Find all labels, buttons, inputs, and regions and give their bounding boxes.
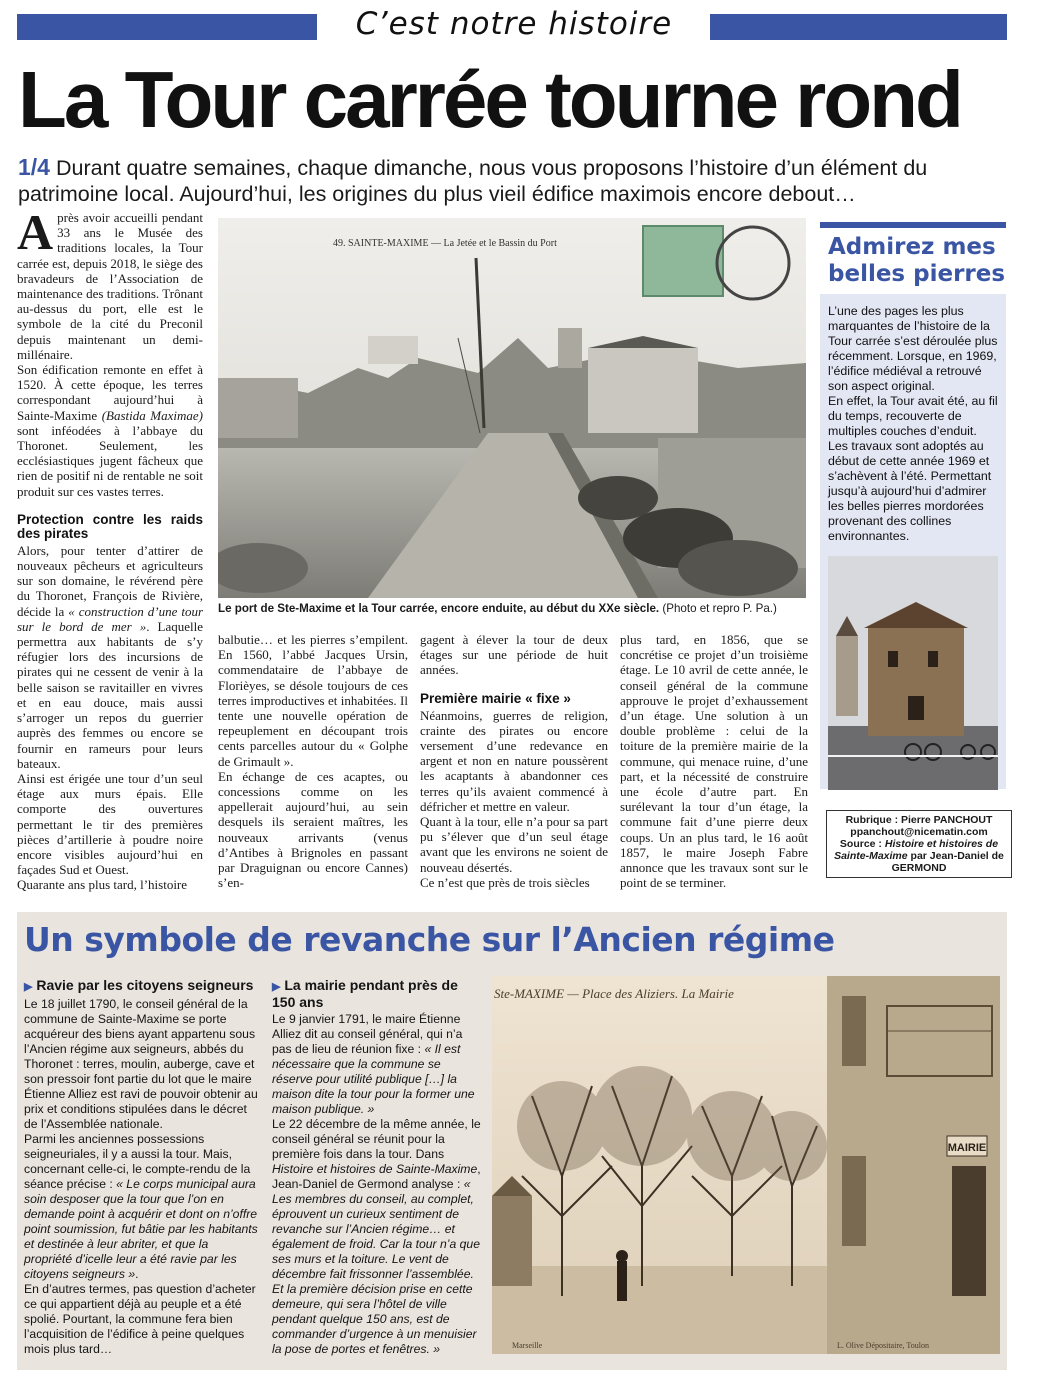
photo-caption: Le port de Ste-Maxime et la Tour carrée, encore enduite, au début du XXe siècle. (Photo et repro P. Pa.) <box>218 602 777 615</box>
article-column-2 <box>218 632 408 890</box>
sidebar-rule <box>820 222 1006 228</box>
paragraph: balbutie… et les pierres s’empilent. En 1560, l’abbé Jacques Ursin, commendataire de l’abbaye de Florièyes, se désole toujours de ces terres improductives et inhabitées. Il tente une nouvelle opération de repeuplement en découpant trois cents parcelles autour du « Golphe de Grimault ». <box>218 632 408 769</box>
paragraph: Le 18 juillet 1790, le conseil général de la commune de Sainte-Maxime se porte acquéreur des biens ayant appartenu sous l’Ancien régime aux seigneurs, abbés du Thoronet : terres, moulin, auberge, cave et son pressoir font partie du lot que le maire Étienne Alliez est ravi de pouvoir obtenir au prix et conditions stipulées dans le décret de l’Assemblée nationale. <box>24 997 258 1131</box>
section-kicker: C’est notre histoire <box>355 6 673 42</box>
paragraph: Son édification remonte en effet à 1520. À cette époque, les terres correspondant aujourd’hui à Sainte-Maxime (Bastida Maximae) sont inféodées à l’abbaye du Thoronet. Seulement, les ecclésiastiques jugent fâcheux que rien de positif ni de rentable ne soit produit sur ces vastes terres. <box>17 362 203 499</box>
triangle-icon: ▶ <box>272 981 281 993</box>
mairie-photo <box>492 976 1000 1354</box>
article-column-1 <box>17 204 203 893</box>
headline: La Tour carrée tourne rond <box>18 55 961 144</box>
section-column-2 <box>272 978 484 1357</box>
section-title: Un symbole de revanche sur l’Ancien régime <box>24 920 835 959</box>
drop-cap: A <box>17 204 54 260</box>
paragraph: Néanmoins, guerres de religion, crainte des pirates ou encore versement d’une redevance en argent et non en nature poussèrent les acaptants à abandonner ces terres qu’ils avaient commencé à défricher et mettre en valeur. <box>420 707 608 814</box>
photo-credit: (Photo et repro P. Pa.) <box>662 602 777 615</box>
sidebar <box>820 222 1006 884</box>
paragraph: Alors, pour tenter d’attirer de nouveaux pêcheurs et agriculteurs sur son domaine, le révérend père du Thoronet, François de Rivière, décide la « construction d’une tour sur le bord de mer ». Laquelle permettra aux habitants de s’y réfugier lors des incursions de pirates qui ne cessent de venir à la belle saison se ravitailler en vivres et en eau douce, mais aussi s’arroger un repos du guerrier auprès des femmes ou encore se fournir en rameurs pour leurs bateaux. <box>17 542 203 771</box>
paragraph: Ainsi est érigée une tour d’un seul étage aux murs épais. Elle comporte des ouvertures permettant le tir des premières pièces d’artillerie à poudre noire encore visibles aujourd’hui en façades Sud et Ouest. <box>17 770 203 878</box>
paragraph: gagent à élever la tour de deux étages sur une période de huit années. <box>420 632 608 678</box>
postcard-footer-left: Marseille <box>512 1341 543 1350</box>
mairie-sign: MAIRIE <box>947 1142 987 1154</box>
paragraph: En échange de ces acaptes, ou concessions comme on les appellerait aujourd’hui, au sein desquels ils seraient maîtres, les nouveaux arrivants (venus d’Antibes à Brignoles en passant par Draguignan ou encore Cannes) s’en- <box>218 768 408 891</box>
article-column-3 <box>420 632 608 890</box>
sidebar-text: L’une des pages les plus marquantes de l’histoire de la Tour carrée s’est déroulée plus récemment. Lorsque, en 1969, l’édifice médiéval a retrouvé son aspect original. En effet, la Tour avait été, au fil du temps, recouverte de multiples couches d’enduit. Les travaux sont adoptés au début de cette année 1969 et s’achèvent à l’été. Permettant jusqu’à aujourd’hui d’admirer les belles pierres mordorées provenant des collines environnantes. <box>828 304 998 543</box>
series-number: 1/4 <box>18 154 50 180</box>
postcard-legend: 49. SAINTE-MAXIME — La Jetée et le Bassin du Port <box>333 238 557 249</box>
standfirst-text: Durant quatre semaines, chaque dimanche, nous vous proposons l’histoire d’un élément du patrimoine local. Aujourd’hui, les origines du plus vieil édifice maximois encore debout… <box>18 156 928 206</box>
port-photo <box>218 218 806 598</box>
section-subheading: ▶ La mairie pendant près de 150 ans <box>272 977 458 1010</box>
paragraph: Ce n’est que près de trois siècles <box>420 874 590 890</box>
paragraph: En d’autres termes, pas question d’acheter ce qui appartient déjà au peuple et a été spolié. Pourtant, la commune fera bien l’acquisition de l’édifice à peine quelques mois plus tard… <box>24 1282 256 1356</box>
paragraph: Le 22 décembre de la même année, le conseil général se réunit pour la première fois dans la tour. Dans Histoire et histoires de Sainte-Maxime, Jean-Daniel de Germond analyse : « Les membres du conseil, au complet, éprouvent un curieux sentiment de revanche sur l’Ancien régime… et également de froid. Car la tour n’a que ses murs et la toiture. Le vent de décembre fait frissonner l’assemblée. Et la première décision prise en cette demeure, qui sera l’hôtel de ville pendant quelque 150 ans, est de commander d’urgence à un menuisier la pose de portes et fenêtres. » <box>272 1117 481 1356</box>
tower-photo <box>828 556 998 790</box>
sidebar-title: Admirez mes belles pierres <box>828 234 1006 287</box>
credit-box: Rubrique : Pierre PANCHOUT ppanchout@nicematin.com Source : Histoire et histoires de Sainte-Maxime par Jean-Daniel de GERMOND <box>826 810 1012 878</box>
section-column-1 <box>24 978 258 1357</box>
article-column-4 <box>620 632 808 890</box>
paragraph: Après avoir accueilli pendant 33 ans le Musée des traditions locales, la Tour carrée est, depuis 2018, le siège des bravadeurs de l’Association de maintenance des traditions. Trônant au-dessus du port, elle est le symbole de la cité du Preconil depuis maintenant un demi-millénaire. <box>17 204 203 362</box>
subheading: Première mairie « fixe » <box>420 690 571 706</box>
postcard-legend: Ste-MAXIME — Place des Aliziers. La Mairie <box>494 986 734 1001</box>
paragraph: Quant à la tour, elle n’a pour sa part pu s’élever que d’un seul étage avant que les environs ne soient de nouveau désertés. <box>420 814 608 875</box>
postcard-footer-right: L. Olive Dépositaire, Toulon <box>837 1341 929 1350</box>
triangle-icon: ▶ <box>24 981 33 993</box>
paragraph: Le 9 janvier 1791, le maire Étienne Alliez dit au conseil général, qui n’a pas de lieu de réunion fixe : « Il est nécessaire que la commune se réserve pour utilité publique […] la maison dite la tour pour la former une maison publique. » <box>272 1012 475 1116</box>
section-subheading: ▶ Ravie par les citoyens seigneurs <box>24 977 254 993</box>
paragraph: Quarante ans plus tard, l’histoire <box>17 877 188 893</box>
kicker-bar-left <box>17 14 317 40</box>
subheading: Protection contre les raids des pirates <box>17 511 203 541</box>
kicker-bar-right <box>710 14 1007 40</box>
paragraph: plus tard, en 1856, que se concrétise ce projet d’un troisième étage. Le 10 avril de cette année, le conseil général de la commune approuve le projet d’exhaussement d’un étage. Une solution à un double problème : celui de la toiture de la première mairie de la commune, qui menace ruine, d’une part, et la nécessité de construire une école d’autre part. En surélevant la tour d’un étage, la commune fait d’une pierre deux coups. Un an plus tard, le 16 août 1857, le maire Joseph Fabre annonce que les travaux sont sur le point de se terminer. <box>620 632 808 891</box>
standfirst <box>18 154 1018 207</box>
paragraph: Parmi les anciennes possessions seigneuriales, il y a aussi la tour. Mais, concernant celle-ci, le compte-rendu de la séance précise : « Le corps municipal aura soin desposer que la tour que l’on en demande point à acquérir et dont on n’offre point soumission, fut bâtie par les habitants et destinée à leur abriter, et que la propriété d’icelle leur a été ravie par les citoyens seigneurs ». <box>24 1132 258 1281</box>
